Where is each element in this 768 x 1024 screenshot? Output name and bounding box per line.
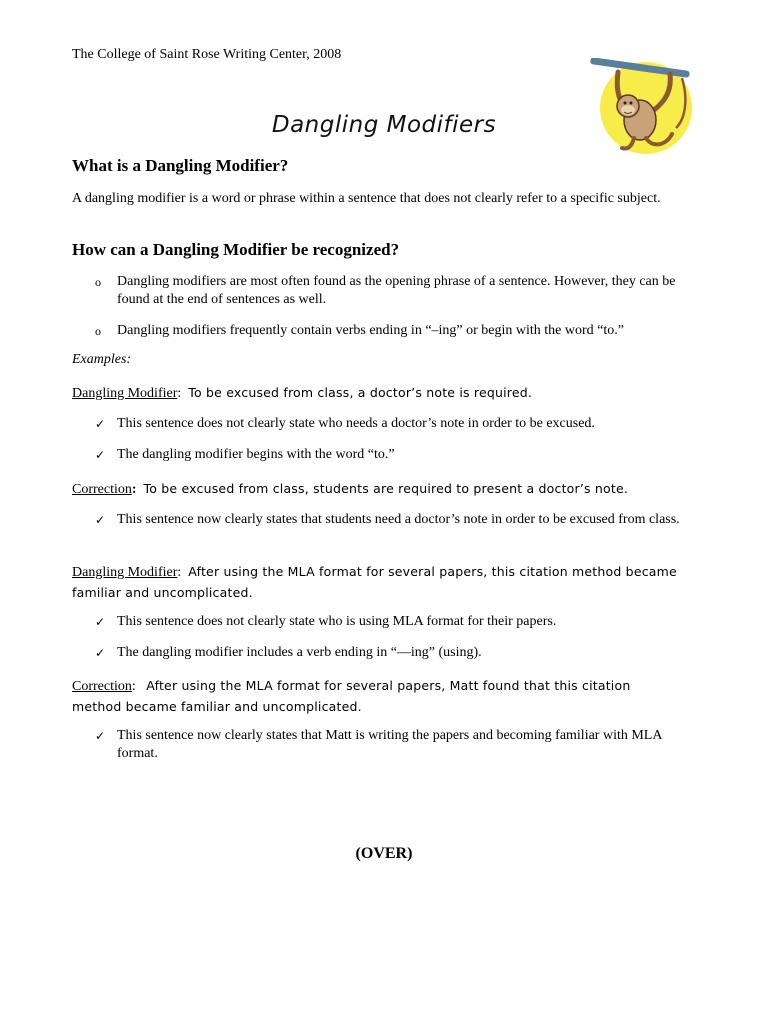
correction-sentence: To be excused from class, students are required to present a doctor’s note. [143, 481, 629, 496]
list-item-text: Dangling modifiers frequently contain verbs ending in “–ing” or begin with the word “to.” [117, 323, 624, 338]
list-item-text: Dangling modifiers are most often found as the opening phrase of a sentence. However, they can be found at the end of sentences as well. [117, 274, 676, 307]
list-item [95, 415, 695, 433]
bullet-circle-icon: o [95, 324, 101, 338]
checkmark-icon: ✓ [95, 513, 106, 527]
section-heading-what: What is a Dangling Modifier? [72, 156, 289, 175]
definition-paragraph: A dangling modifier is a word or phrase within a sentence that does not clearly refer to a specific subject. [72, 191, 661, 206]
correction-label: Correction [72, 679, 132, 694]
example-1-sentence: Dangling Modifier: To be excused from class, a doctor’s note is required. [72, 385, 533, 401]
list-item [95, 446, 695, 464]
correction-label: Correction [72, 482, 132, 497]
section-heading-recognize: How can a Dangling Modifier be recognized? [72, 240, 400, 259]
example-1-correction: Correction: To be excused from class, students are required to present a doctor’s note. [72, 481, 629, 497]
checkmark-icon: ✓ [95, 646, 106, 660]
list-item [95, 322, 695, 340]
over-label: (OVER) [355, 845, 413, 862]
dangling-modifier-label: Dangling Modifier [72, 565, 178, 580]
examples-label: Examples: [72, 352, 132, 367]
list-item-text: The dangling modifier includes a verb ending in “—ing” (using). [117, 645, 482, 660]
header-institution: The College of Saint Rose Writing Center, 2008 [72, 47, 342, 62]
bullet-circle-icon: o [95, 275, 101, 289]
list-item [95, 273, 695, 309]
list-item-text: The dangling modifier begins with the word “to.” [117, 447, 395, 462]
checkmark-icon: ✓ [95, 729, 106, 743]
list-item [95, 613, 695, 631]
list-item [95, 644, 695, 662]
page-title: Dangling Modifiers [271, 112, 497, 138]
checkmark-icon: ✓ [95, 615, 106, 629]
example-2-sentence: Dangling Modifier: After using the MLA format for several papers, this citation method became familiar and uncomplicated. [72, 564, 677, 600]
list-item-text: This sentence now clearly states that Matt is writing the papers and becoming familiar with MLA format. [117, 728, 662, 761]
list-item-text: This sentence does not clearly state who needs a doctor’s note in order to be excused. [117, 416, 595, 431]
dangling-modifier-label: Dangling Modifier [72, 386, 178, 401]
example-sentence: After using the MLA format for several papers, this citation method became familiar and uncomplicated. [72, 564, 677, 600]
list-item [95, 727, 695, 763]
monkey-hanging-icon [588, 58, 698, 154]
list-item [95, 511, 695, 529]
checkmark-icon: ✓ [95, 417, 106, 431]
list-item-text: This sentence does not clearly state who is using MLA format for their papers. [117, 614, 557, 629]
correction-sentence: After using the MLA format for several papers, Matt found that this citation method became familiar and uncomplicated. [72, 678, 631, 714]
example-2-correction: Correction: After using the MLA format for several papers, Matt found that this citation method became familiar and uncomplicated. [72, 678, 631, 714]
list-item-text: This sentence now clearly states that students need a doctor’s note in order to be excused from class. [117, 512, 680, 527]
checkmark-icon: ✓ [95, 448, 106, 462]
example-sentence: To be excused from class, a doctor’s note is required. [188, 385, 533, 400]
